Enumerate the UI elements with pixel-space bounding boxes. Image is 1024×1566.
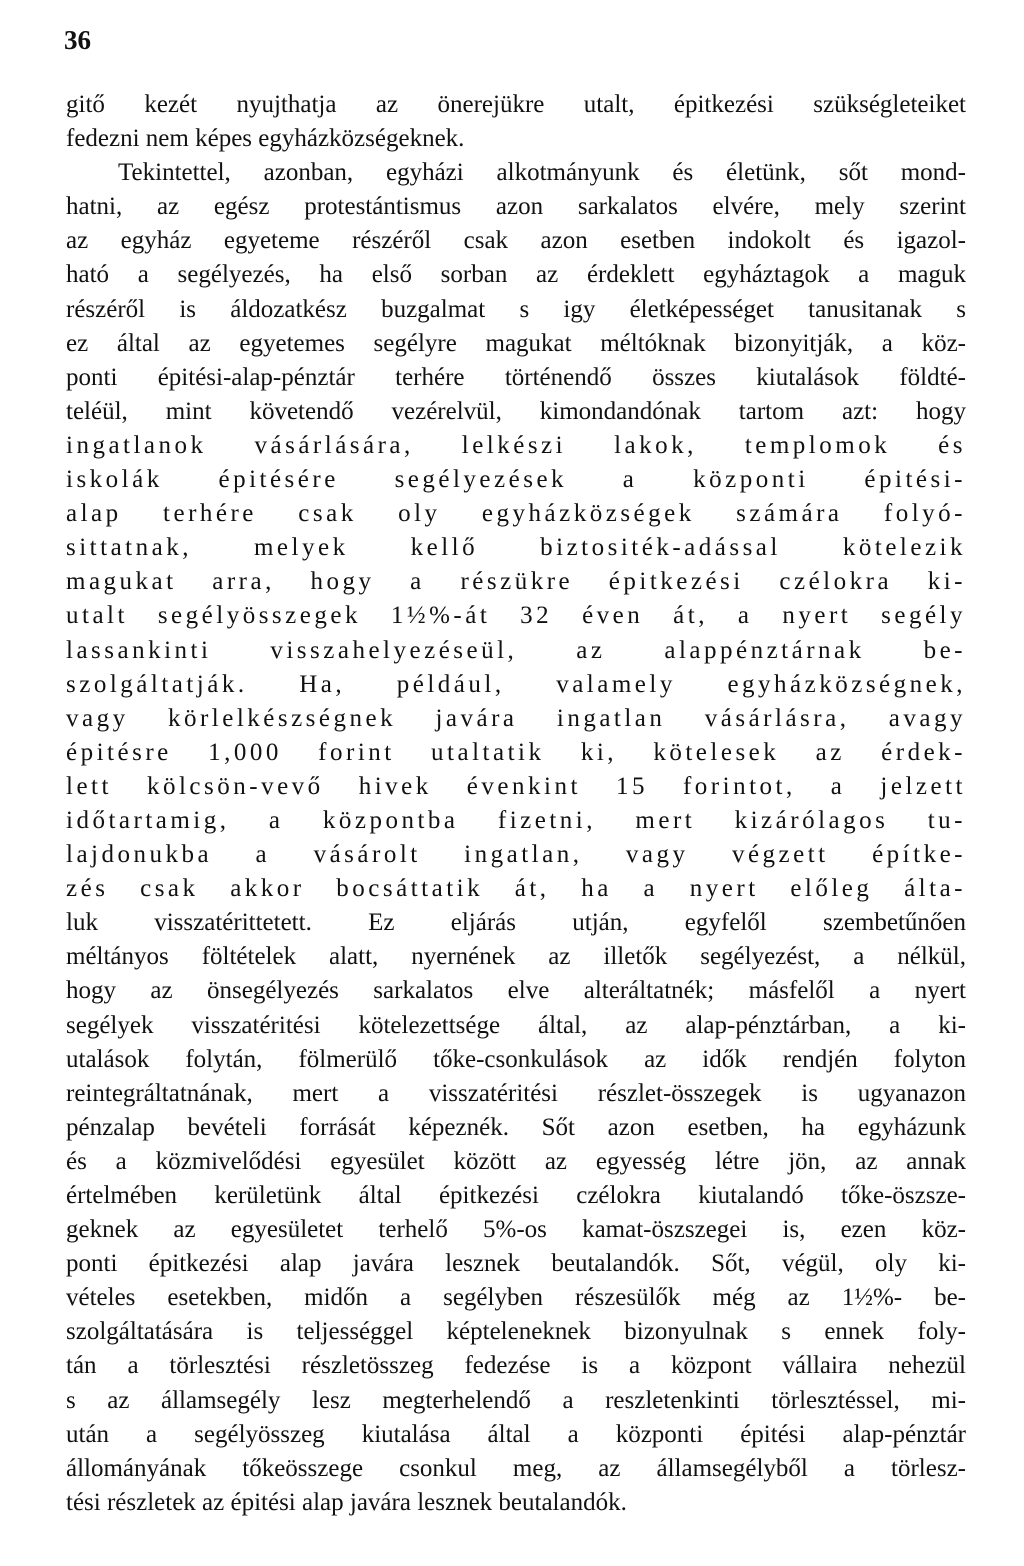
text-line: vagy körlelkészségnek javára ingatlan vásárlásra, avagy xyxy=(66,704,966,732)
text-line: az egyház egyeteme részéről csak azon esetben indokolt és igazol- xyxy=(66,227,966,255)
text-line: hatni, az egész protestántismus azon sarkalatos elvére, mely szerint xyxy=(66,193,966,221)
text-line: utalt segélyösszegek 1½%-át 32 éven át, a nyert segély xyxy=(66,602,966,630)
text-line: állományának tőkeösszege csonkul meg, az államsegélyből a törlesz- xyxy=(66,1454,966,1482)
text-line: Tekintettel, azonban, egyházi alkotmányunk és életünk, sőt mond- xyxy=(118,159,966,187)
text-line: és a közmivelődési egyesület között az egyesség létre jön, az annak xyxy=(66,1147,966,1175)
text-line: lajdonukba a vásárolt ingatlan, vagy végzett építke- xyxy=(66,841,966,869)
text-line: ingatlanok vásárlására, lelkészi lakok, templomok és xyxy=(66,431,966,459)
text-line: épitésre 1,000 forint utaltatik ki, kötelesek az érdek- xyxy=(66,738,966,766)
text-line: értelmében kerületünk által épitkezési czélokra kiutalandó tőke-öszsze- xyxy=(66,1182,966,1209)
text-line: gitő kezét nyujthatja az önerejükre utalt, épitkezési szükségleteiket xyxy=(66,91,966,118)
text-line: lett kölcsön-vevő hivek évenkint 15 forintot, a jelzett xyxy=(66,772,966,800)
text-line: méltányos föltételek alatt, nyernének az illetők segélyezést, a nélkül, xyxy=(66,943,966,971)
text-line: s az államsegély lesz megterhelendő a reszletenkinti törlesztéssel, mi- xyxy=(66,1386,966,1414)
body-text xyxy=(66,88,966,1520)
text-line: ez által az egyetemes segélyre magukat méltóknak bizonyitják, a köz- xyxy=(66,329,966,357)
page-number: 36 xyxy=(64,25,91,55)
text-line: geknek az egyesületet terhelő 5%-os kamat-öszszegei is, ezen köz- xyxy=(66,1216,966,1244)
text-line: részéről is áldozatkész buzgalmat s igy életképességet tanusitanak s xyxy=(66,295,966,323)
text-line: teléül, mint követendő vezérelvül, kimondandónak tartom azt: hogy xyxy=(66,397,966,425)
text-line: szolgáltatására is teljességgel képteleneknek bizonyulnak s ennek foly- xyxy=(66,1318,966,1346)
text-line: fedezni nem képes egyházközségeknek. xyxy=(66,125,465,153)
text-line: tési részletek az épitési alap javára lesznek beutalandók. xyxy=(66,1488,627,1516)
text-line: szolgáltatják. Ha, például, valamely egyházközségnek, xyxy=(66,670,966,698)
text-line: lassankinti visszahelyezéseül, az alappénztárnak be- xyxy=(66,636,966,664)
text-line: sittatnak, melyek kellő biztositék-adással kötelezik xyxy=(66,534,966,562)
text-line: luk visszatérittetett. Ez eljárás utján, egyfelől szembetűnően xyxy=(66,909,966,937)
text-line: tán a törlesztési részletösszeg fedezése is a központ vállaira nehezül xyxy=(66,1352,966,1380)
text-line: vételes esetekben, midőn a segélyben részesülők még az 1½%- be- xyxy=(66,1284,966,1312)
text-line: ponti épitkezési alap javára lesznek beutalandók. Sőt, végül, oly ki- xyxy=(66,1250,966,1278)
text-line: után a segélyösszeg kiutalása által a központi épitési alap-pénztár xyxy=(66,1420,966,1448)
text-line: zés csak akkor bocsáttatik át, ha a nyert előleg álta- xyxy=(66,875,966,903)
text-line: reintegráltatnának, mert a visszatéritési részlet-összegek is ugyanazon xyxy=(66,1079,966,1107)
text-line: iskolák épitésére segélyezések a központi épitési- xyxy=(66,466,966,494)
text-line: utalások folytán, fölmerülő tőke-csonkulások az idők rendjén folyton xyxy=(66,1045,966,1073)
text-line: hogy az önsegélyezés sarkalatos elve alteráltatnék; másfelől a nyert xyxy=(66,977,966,1005)
text-line: pénzalap bevételi forrását képeznék. Sőt azon esetben, ha egyházunk xyxy=(66,1113,966,1141)
text-line: magukat arra, hogy a részükre épitkezési czélokra ki- xyxy=(66,568,966,596)
text-line: ható a segélyezés, ha első sorban az érdeklett egyháztagok a maguk xyxy=(66,261,966,289)
text-line: időtartamig, a központba fizetni, mert kizárólagos tu- xyxy=(66,806,966,834)
text-line: alap terhére csak oly egyházközségek számára folyó- xyxy=(66,500,966,528)
text-line: segélyek visszatéritési kötelezettsége által, az alap-pénztárban, a ki- xyxy=(66,1011,966,1039)
text-line: ponti épitési-alap-pénztár terhére történendő összes kiutalások földté- xyxy=(66,363,966,391)
